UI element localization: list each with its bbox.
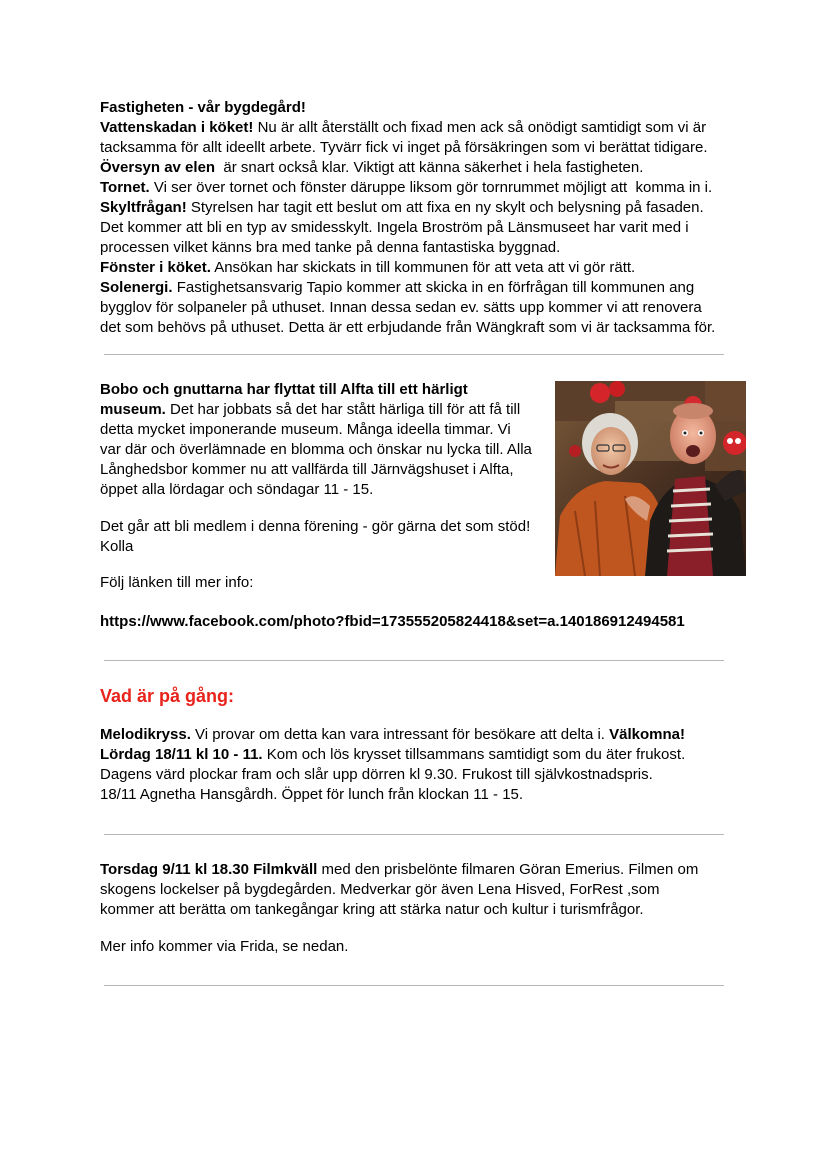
film-section <box>100 860 740 920</box>
divider <box>104 354 724 355</box>
dagens-paragraph: Dagens värd plockar fram och slår upp dörren kl 9.30. Frukost till självkostnadspris. <box>100 766 653 783</box>
skylt-lead: Skyltfrågan! <box>100 199 187 216</box>
tornet-paragraph: Tornet. Vi ser över tornet och fönster däruppe liksom gör tornrummet möjligt att komma in i. <box>100 179 713 196</box>
skylt-paragraph-cont: Det kommer att bli en typ av smidesskylt. Ingela Broström på Länsmuseet har varit med i <box>100 219 689 236</box>
bobo-line-6: öppet alla lördagar och söndagar 11 - 15. <box>100 481 374 498</box>
solenergi-lead: Solenergi. <box>100 279 173 296</box>
bobo-member-text: Det går att bli medlem i denna förening - gör gärna det som stöd! Kolla <box>100 518 531 555</box>
divider <box>104 660 724 661</box>
fonster-paragraph: Fönster i köket. Ansökan har skickats in till kommunen för att veta att vi gör rätt. <box>100 259 636 276</box>
solenergi-paragraph-cont2: det som behövs på uthuset. Detta är ett erbjudande från Wängkraft som vi är tacksamma för. <box>100 319 716 336</box>
film-paragraph-cont2: kommer att berätta om tankegångar kring att stärka natur och kultur i turismfrågor. <box>100 901 644 918</box>
skylt-paragraph: Skyltfrågan! Styrelsen har tagit ett beslut om att fixa en ny skylt och belysning på fasaden. <box>100 199 704 216</box>
pagang-section <box>100 725 740 805</box>
film-more-info: Mer info kommer via Frida, se nedan. <box>100 938 349 955</box>
vattenskadan-lead: Vattenskadan i köket! <box>100 119 254 136</box>
film-paragraph-cont: skogens lockelser på bygdegården. Medverkar gör även Lena Hisved, ForRest ,som <box>100 881 660 898</box>
elen-paragraph: Översyn av elen är snart också klar. Viktigt att känna säkerhet i hela fastigheten. <box>100 159 644 176</box>
divider <box>104 834 724 835</box>
agnetha-paragraph: 18/11 Agnetha Hansgårdh. Öppet för lunch från klockan 11 - 15. <box>100 786 524 803</box>
vattenskadan-paragraph: Vattenskadan i köket! Nu är allt återställt och fixad men ack så onödigt samtidigt som vi är <box>100 119 707 136</box>
fastighet-heading: Fastigheten - vår bygdegård! <box>100 99 306 116</box>
bobo-section <box>100 380 550 500</box>
solenergi-paragraph: Solenergi. Fastighetsansvarig Tapio kommer att skicka in en förfrågan till kommunen ang <box>100 279 695 296</box>
skylt-paragraph-cont2: processen vilket känns bra med tanke på denna fantastiska byggnad. <box>100 239 561 256</box>
museum-photo <box>555 381 746 576</box>
lordag-lead: Lördag 18/11 kl 10 - 11. <box>100 746 263 763</box>
follow-link-text: Följ länken till mer info: <box>100 574 254 591</box>
fonster-lead: Fönster i köket. <box>100 259 211 276</box>
section-heading-pagang: Vad är på gång: <box>100 686 235 706</box>
fastighet-section <box>100 98 740 338</box>
lordag-paragraph: Lördag 18/11 kl 10 - 11. Kom och lös krysset tillsammans samtidigt som du äter frukost. <box>100 746 686 763</box>
facebook-link[interactable]: https://www.facebook.com/photo?fbid=173555205824418&set=a.140186912494581 <box>100 613 685 630</box>
bobo-line-2: museum. Det har jobbats så det har stått härliga till för att få till <box>100 401 521 418</box>
valkomna-text: Välkomna! <box>609 726 686 743</box>
bobo-lead-museum: museum. <box>100 401 166 418</box>
bobo-lead-line: Bobo och gnuttarna har flyttat till Alfta till ett härligt <box>100 381 468 398</box>
solenergi-paragraph-cont: bygglov för solpaneler på uthuset. Innan dessa sedan ev. sätts upp kommer vi att renovera <box>100 299 702 316</box>
film-paragraph: Torsdag 9/11 kl 18.30 Filmkväll med den prisbelönte filmaren Göran Emerius. Filmen om <box>100 861 699 878</box>
film-lead: Torsdag 9/11 kl 18.30 Filmkväll <box>100 861 318 878</box>
elen-lead: Översyn av elen <box>100 159 216 176</box>
tornet-lead: Tornet. <box>100 179 150 196</box>
bobo-line-5: Långhedsbor kommer nu att vallfärda till Järnvägshuset i Alfta, <box>100 461 514 478</box>
bobo-line-4: var där och överlämnade en blomma och önskar nu lycka till. Alla <box>100 441 532 458</box>
melodi-lead: Melodikryss. <box>100 726 191 743</box>
vattenskadan-paragraph-cont: tacksamma för allt ideellt arbete. Tyvärr fick vi inget på försäkringen som vi berättat tidigare. <box>100 139 708 156</box>
bobo-line-3: detta mycket imponerande museum. Många ideella timmar. Vi <box>100 421 511 438</box>
melodi-paragraph: Melodikryss. Vi provar om detta kan vara intressant för besökare att delta i. Välkomna! <box>100 726 686 743</box>
divider <box>104 985 724 986</box>
